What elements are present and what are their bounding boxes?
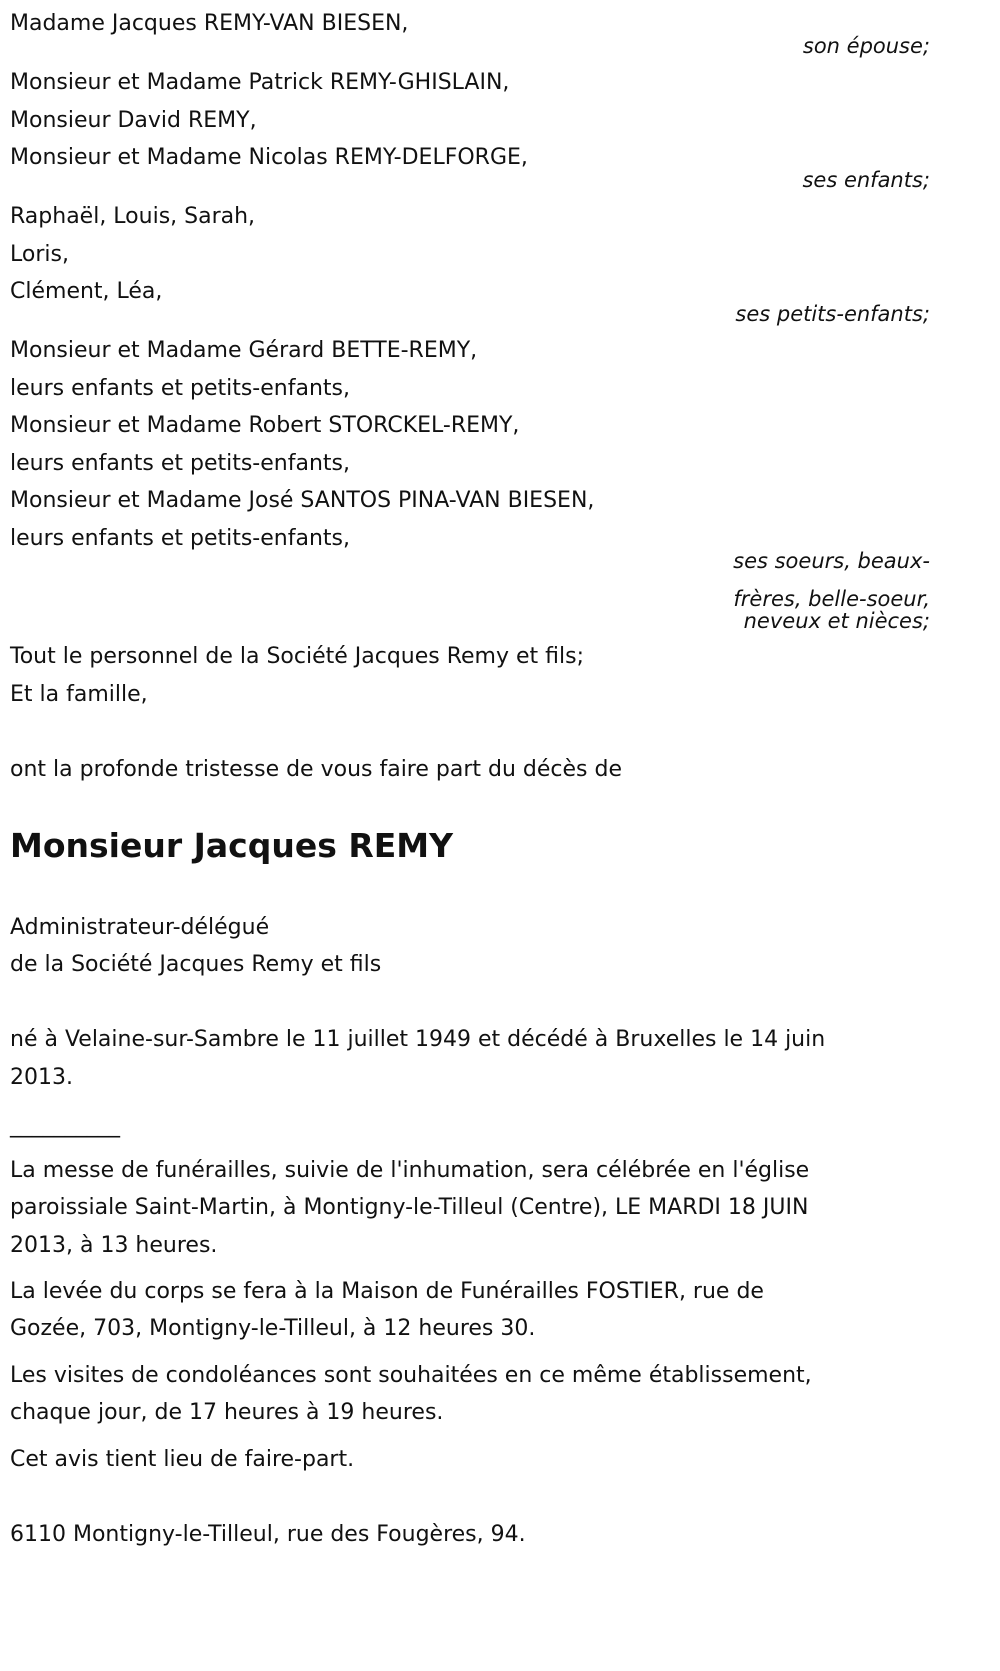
dates-line: 2013. xyxy=(10,1065,73,1090)
separator: __________ xyxy=(10,1113,120,1138)
visits-line: chaque jour, de 17 heures à 19 heures. xyxy=(10,1400,444,1425)
visits-line: Les visites de condoléances sont souhaitées en ce même établissement, xyxy=(10,1363,812,1388)
grandchild-line: Loris, xyxy=(10,242,69,267)
grandchild-line: Raphaël, Louis, Sarah, xyxy=(10,204,256,229)
funeral-line: 2013, à 13 heures. xyxy=(10,1233,218,1258)
sibling-line: Monsieur et Madame Gérard BETTE-REMY, xyxy=(10,338,478,363)
grandchild-line: Clément, Léa, xyxy=(10,279,163,304)
spouse-role: son épouse; xyxy=(802,34,930,58)
siblings-role: neveux et nièces; xyxy=(743,609,930,633)
sibling-line: leurs enfants et petits-enfants, xyxy=(10,451,350,476)
levee-line: La levée du corps se fera à la Maison de Funérailles FOSTIER, rue de xyxy=(10,1279,764,1304)
sibling-line: Monsieur et Madame José SANTOS PINA-VAN BIESEN, xyxy=(10,488,595,513)
child-line: Monsieur et Madame Patrick REMY-GHISLAIN, xyxy=(10,70,510,95)
deceased-name: Monsieur Jacques REMY xyxy=(10,826,454,865)
announcement: ont la profonde tristesse de vous faire part du décès de xyxy=(10,757,622,782)
others-line: Tout le personnel de la Société Jacques Remy et fils; xyxy=(10,644,584,669)
deceased-title: Administrateur-délégué xyxy=(10,915,270,940)
funeral-line: La messe de funérailles, suivie de l'inhumation, sera célébrée en l'église xyxy=(10,1158,810,1183)
sibling-line: leurs enfants et petits-enfants, xyxy=(10,376,350,401)
deceased-title: de la Société Jacques Remy et fils xyxy=(10,952,382,977)
address: 6110 Montigny-le-Tilleul, rue des Fougères, 94. xyxy=(10,1522,526,1547)
funeral-line: paroissiale Saint-Martin, à Montigny-le-Tilleul (Centre), LE MARDI 18 JUIN xyxy=(10,1195,809,1220)
grandchildren-role: ses petits-enfants; xyxy=(735,302,930,326)
others-line: Et la famille, xyxy=(10,682,148,707)
siblings-role: frères, belle-soeur, xyxy=(733,587,930,611)
sibling-line: leurs enfants et petits-enfants, xyxy=(10,526,350,551)
child-line: Monsieur et Madame Nicolas REMY-DELFORGE, xyxy=(10,145,528,170)
sibling-line: Monsieur et Madame Robert STORCKEL-REMY, xyxy=(10,413,520,438)
spouse-line: Madame Jacques REMY-VAN BIESEN, xyxy=(10,11,409,36)
levee-line: Gozée, 703, Montigny-le-Tilleul, à 12 heures 30. xyxy=(10,1316,536,1341)
child-line: Monsieur David REMY, xyxy=(10,108,257,133)
notice: Cet avis tient lieu de faire-part. xyxy=(10,1447,355,1472)
siblings-role: ses soeurs, beaux- xyxy=(733,549,930,573)
dates-line: né à Velaine-sur-Sambre le 11 juillet 1949 et décédé à Bruxelles le 14 juin xyxy=(10,1027,826,1052)
children-role: ses enfants; xyxy=(802,168,930,192)
